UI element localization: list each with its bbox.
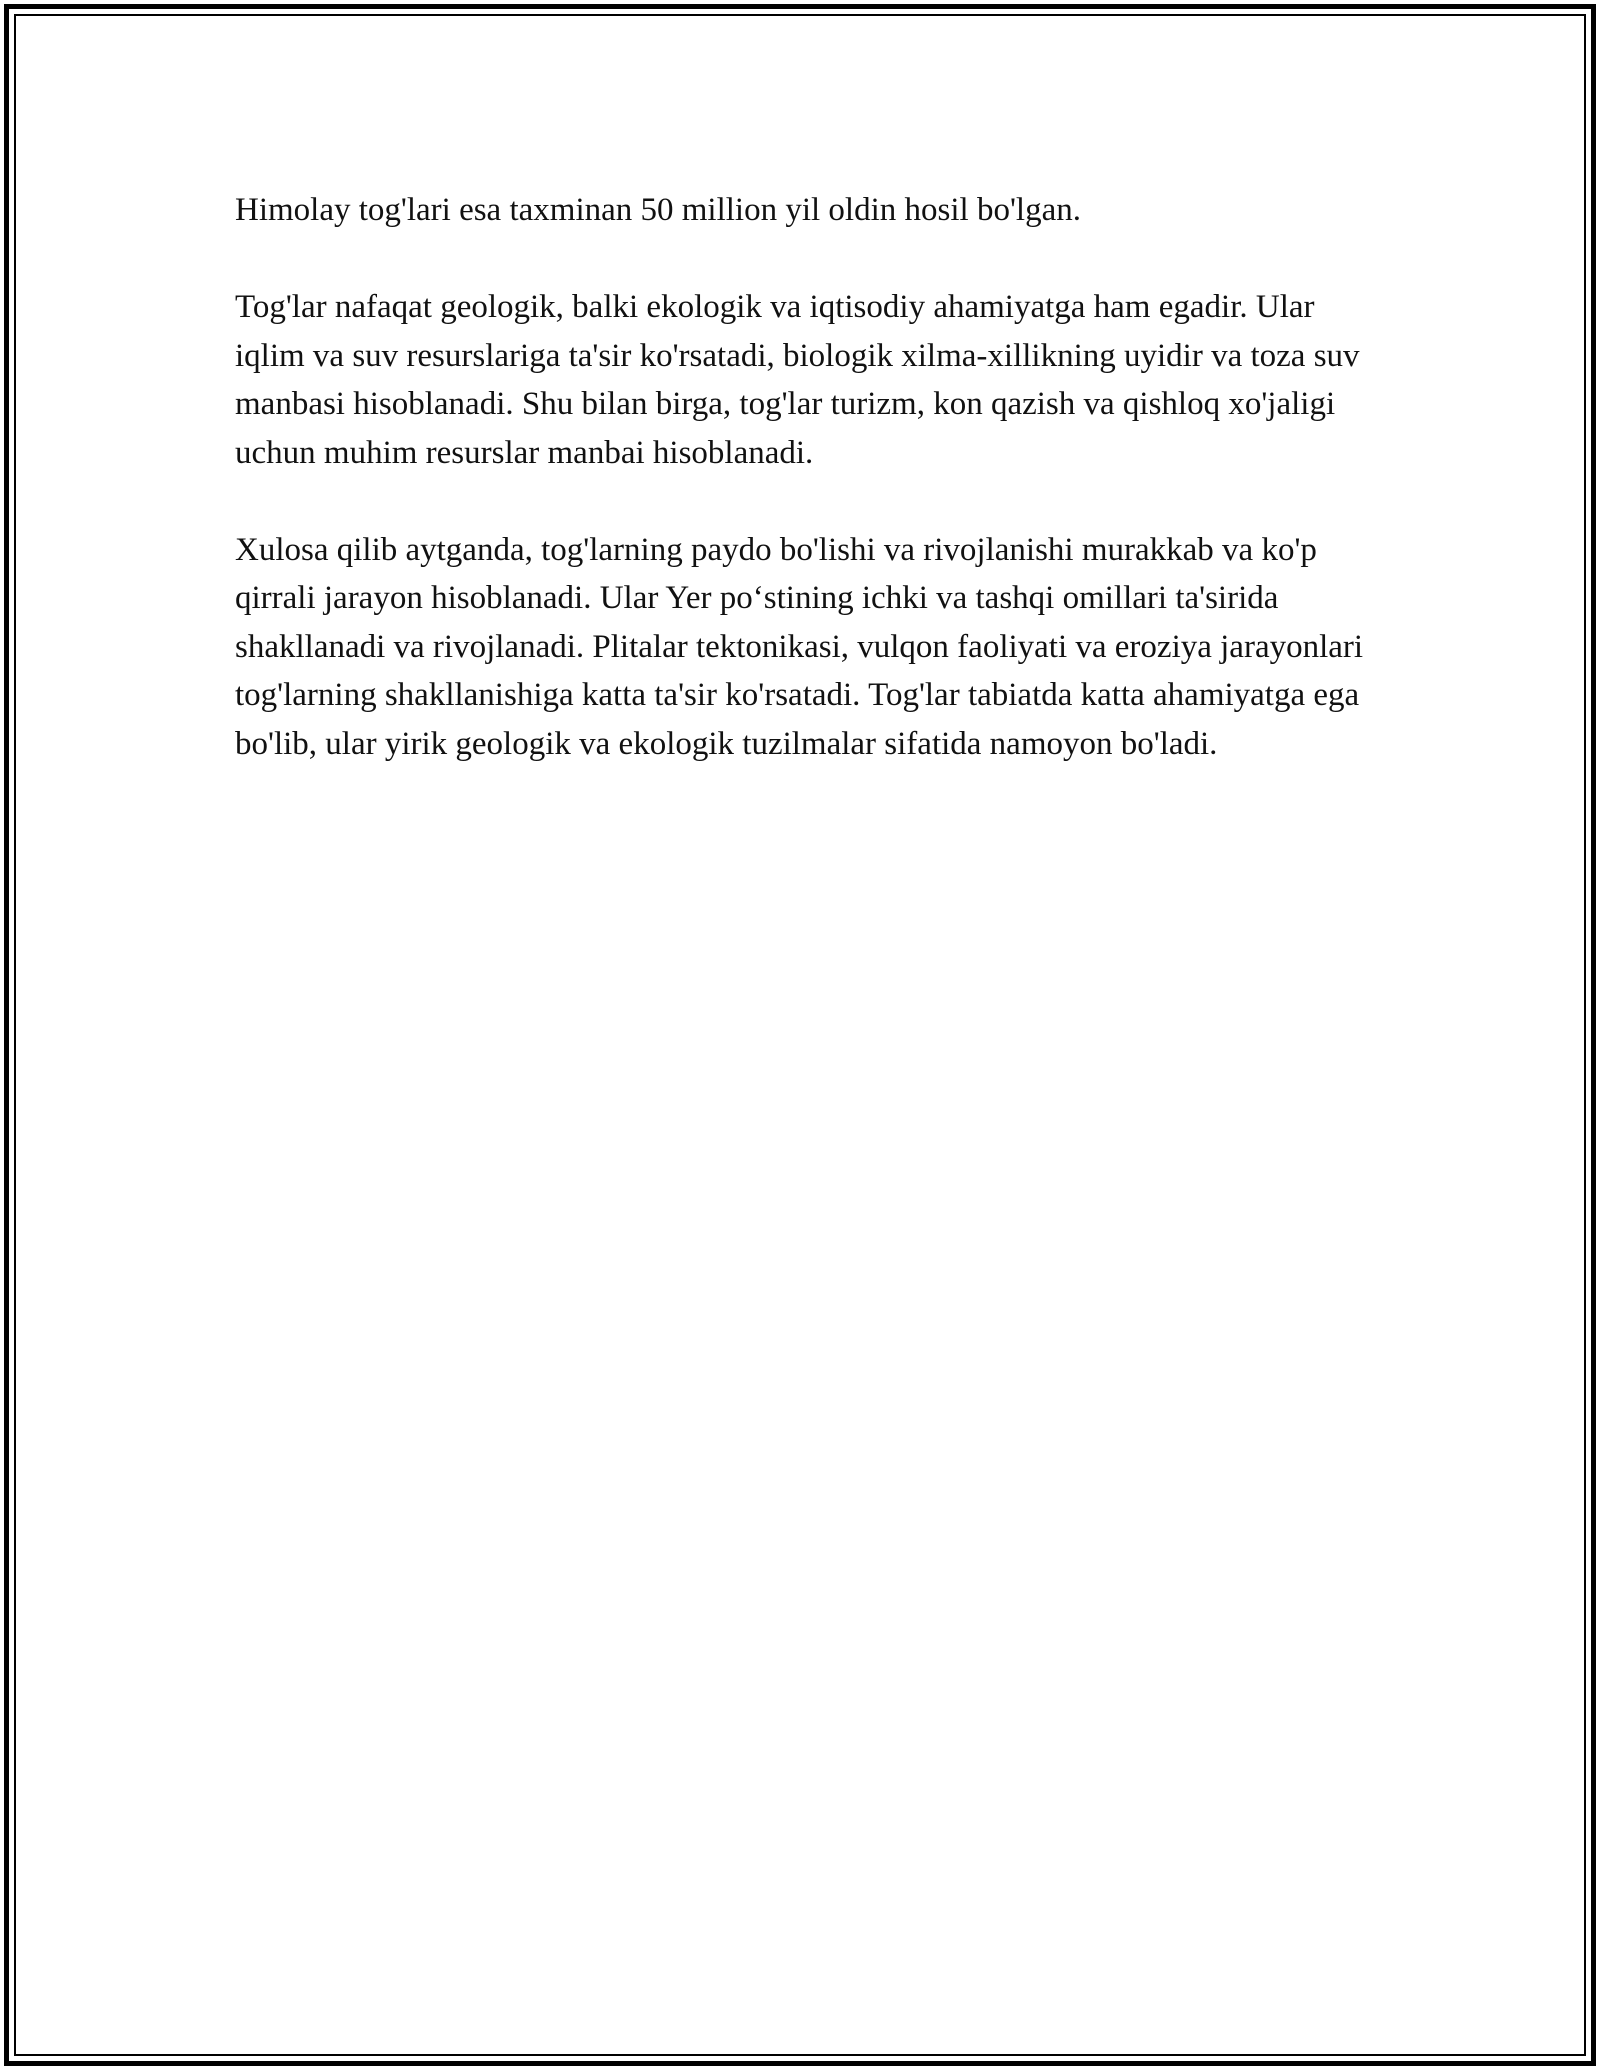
paragraph-importance: Tog'lar nafaqat geologik, balki ekologik va iqtisodiy ahamiyatga ham egadir. Ular iqlim va suv resurslariga ta'sir ko'rsatadi, biologik xilma-xillikning uyidir va toza suv manbasi hisoblanadi. Shu bilan birga, tog'lar turizm, kon qazish va qishloq xo'jaligi uchun muhim resurslar manbai hisoblanadi. (235, 289, 1360, 471)
paragraph-himalaya: Himolay tog'lari esa taxminan 50 million yil oldin hosil bo'lgan. (235, 192, 1081, 228)
document-body (235, 186, 1385, 817)
paragraph-conclusion: Xulosa qilib aytganda, tog'larning paydo bo'lishi va rivojlanishi murakkab va ko'p qirrali jarayon hisoblanadi. Ular Yer po‘stining ichki va tashqi omillari ta'sirida shakllanadi va rivojlanadi. Plitalar tektonikasi, vulqon faoliyati va eroziya jarayonlari tog'larning shakllanishiga katta ta'sir ko'rsatadi. Tog'lar tabiatda katta ahamiyatga ega bo'lib, ular yirik geologik va ekologik tuzilmalar sifatida namoyon bo'ladi. (235, 531, 1364, 762)
